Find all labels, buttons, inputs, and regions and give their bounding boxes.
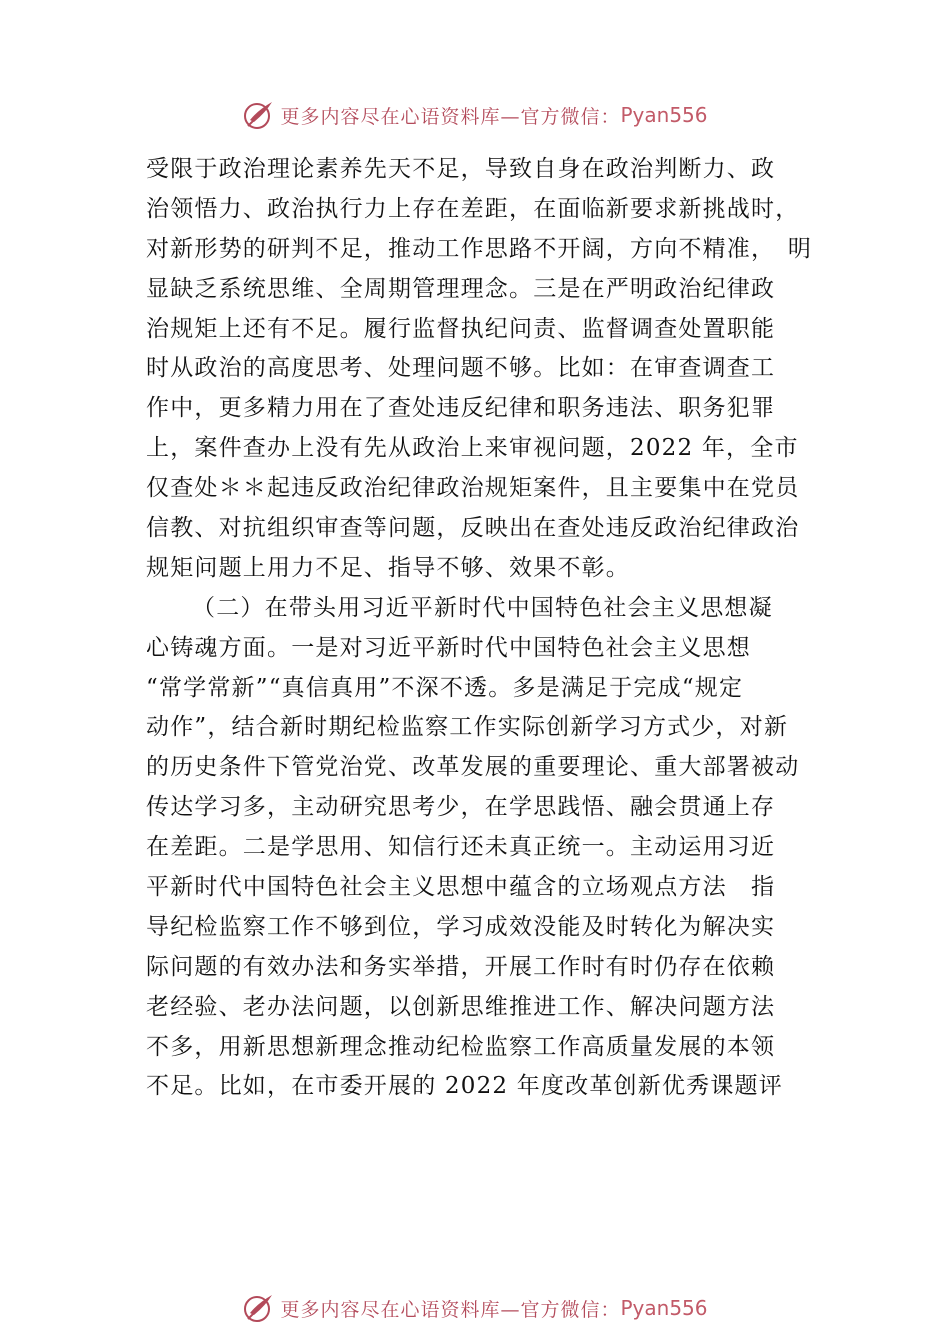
- watermark-text: 更多内容尽在心语资料库—官方微信：: [280, 105, 621, 128]
- text-line: 的历史条件下管党治党、改革发展的重要理论、重大部署被动: [146, 754, 800, 781]
- text-line: 在差距。二是学思用、知信行还未真正统一。主动运用习近: [146, 834, 776, 861]
- text-line: 不足。比如，在市委开展的 2022 年度改革创新优秀课题评: [146, 1073, 783, 1100]
- text-line: 心铸魂方面。一是对习近平新时代中国特色社会主义思想: [146, 634, 751, 661]
- section-heading-line: （二）在带头用习近平新时代中国特色社会主义思想凝: [192, 594, 773, 621]
- text-line: 导纪检监察工作不够到位，学习成效没能及时转化为解决实: [146, 913, 776, 940]
- text-line: 动作”，结合新时期纪检监察工作实际创新学习方式少，对新: [146, 714, 789, 741]
- text-line: 规矩问题上用力不足、指导不够、效果不彰。: [146, 554, 630, 581]
- text-line: 传达学习多，主动研究思考少，在学思践悟、融会贯通上存: [146, 794, 776, 821]
- footer-watermark: [0, 1288, 950, 1328]
- text-line: 平新时代中国特色社会主义思想中蕴含的立场观点方法 指: [146, 874, 776, 901]
- header-watermark: [0, 95, 950, 135]
- text-line: 时从政治的高度思考、处理问题不够。比如：在审查调查工: [146, 355, 776, 382]
- text-line: 仅查处＊＊起违反政治纪律政治规矩案件，且主要集中在党员: [146, 475, 800, 502]
- text-line: 信教、对抗组织审查等问题，反映出在查处违反政治纪律政治: [146, 515, 800, 542]
- quill-logo-icon: [242, 98, 276, 132]
- text-line: 治领悟力、政治执行力上存在差距，在面临新要求新挑战时，: [146, 195, 800, 222]
- text-line: “常学常新”“真信真用”不深不透。多是满足于完成“规定: [146, 674, 744, 701]
- text-line: 对新形势的研判不足，推动工作思路不开阔，方向不精准， 明: [146, 235, 813, 262]
- text-line: 显缺乏系统思维、全周期管理理念。三是在严明政治纪律政: [146, 275, 776, 302]
- text-line: 上，案件查办上没有先从政治上来审视问题，2022 年，全市: [146, 435, 799, 462]
- document-body: [146, 150, 821, 1107]
- watermark-wechat-id: Pyan556: [620, 1296, 708, 1320]
- text-line: 作中，更多精力用在了查处违反纪律和职务违法、职务犯罪: [146, 395, 776, 422]
- text-line: 不多，用新思想新理念推动纪检监察工作高质量发展的本领: [146, 1033, 776, 1060]
- text-line: 受限于政治理论素养先天不足，导致自身在政治判断力、政: [146, 156, 776, 182]
- text-line: 治规矩上还有不足。履行监督执纪问责、监督调查处置职能: [146, 315, 776, 342]
- quill-logo-icon: [242, 1291, 276, 1325]
- watermark-wechat-id: Pyan556: [620, 103, 708, 127]
- watermark-text: 更多内容尽在心语资料库—官方微信：: [280, 1298, 621, 1321]
- text-line: 际问题的有效办法和务实举措，开展工作时有时仍存在依赖: [146, 953, 776, 980]
- text-line: 老经验、老办法问题，以创新思维推进工作、解决问题方法: [146, 993, 776, 1020]
